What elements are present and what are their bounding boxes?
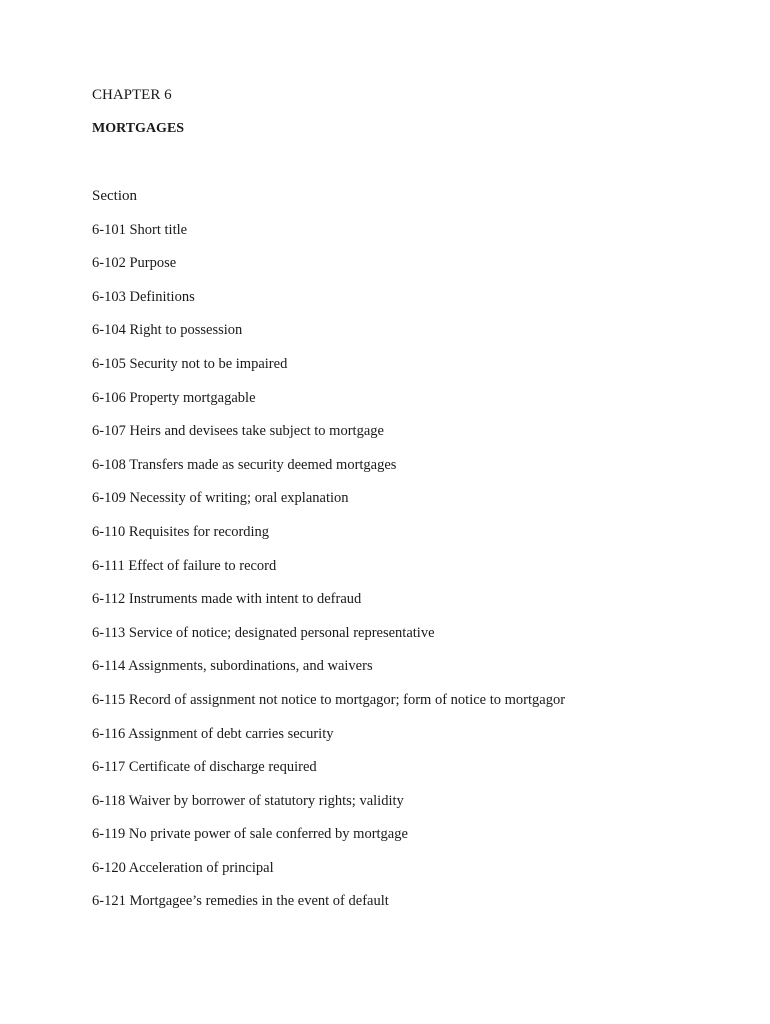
section-list-item	[92, 320, 732, 340]
section-list-item	[92, 690, 732, 710]
section-title: Service of notice; designated personal representative	[128, 624, 435, 641]
section-list-item	[92, 220, 732, 240]
section-title: Short title	[129, 221, 188, 238]
section-title: Right to possession	[129, 322, 243, 339]
section-list-item	[92, 522, 732, 542]
section-list-item	[92, 791, 732, 811]
section-title: Acceleration of principal	[128, 859, 274, 876]
section-list	[92, 220, 732, 912]
section-number: 6-117	[92, 759, 126, 776]
section-number: 6-118	[92, 792, 126, 809]
section-list-item	[92, 488, 732, 508]
chapter-title: MORTGAGES	[92, 121, 185, 136]
section-number: 6-115	[92, 691, 126, 708]
section-list-item	[92, 757, 732, 777]
section-number: 6-101	[92, 221, 126, 238]
section-list-item	[92, 287, 732, 307]
section-list-item	[92, 623, 732, 643]
section-number: 6-107	[92, 423, 126, 440]
section-number: 6-112	[92, 591, 126, 608]
section-list-item	[92, 455, 732, 475]
section-number: 6-102	[92, 255, 126, 272]
section-list-item	[92, 724, 732, 744]
section-title: Heirs and devisees take subject to mortgage	[129, 423, 384, 440]
section-number: 6-109	[92, 490, 126, 507]
section-heading: Section	[92, 188, 137, 204]
section-title: No private power of sale conferred by mortgage	[128, 826, 408, 843]
section-number: 6-110	[92, 523, 126, 540]
section-number: 6-111	[92, 557, 125, 574]
section-list-item	[92, 824, 732, 844]
section-title: Purpose	[129, 255, 177, 272]
section-number: 6-120	[92, 859, 126, 876]
section-title: Security not to be impaired	[129, 355, 288, 372]
section-list-item	[92, 656, 732, 676]
section-title: Transfers made as security deemed mortgages	[129, 456, 397, 473]
section-number: 6-103	[92, 288, 126, 305]
section-list-item	[92, 858, 732, 878]
section-list-item	[92, 556, 732, 576]
section-number: 6-105	[92, 355, 126, 372]
section-title: Definitions	[129, 288, 195, 305]
section-title: Record of assignment not notice to mortgagor; form of notice to mortgagor	[128, 691, 566, 708]
section-title: Waiver by borrower of statutory rights; validity	[128, 792, 404, 809]
section-number: 6-104	[92, 322, 126, 339]
section-list-item	[92, 388, 732, 408]
section-title: Requisites for recording	[128, 523, 270, 540]
section-number: 6-106	[92, 389, 126, 406]
section-title: Instruments made with intent to defraud	[128, 591, 362, 608]
section-number: 6-121	[92, 893, 126, 910]
section-list-item	[92, 589, 732, 609]
section-number: 6-113	[92, 624, 126, 641]
section-title: Mortgagee’s remedies in the event of default	[129, 893, 389, 910]
section-number: 6-119	[92, 826, 126, 843]
section-title: Necessity of writing; oral explanation	[129, 490, 349, 507]
section-number: 6-108	[92, 456, 126, 473]
section-list-item	[92, 253, 732, 273]
section-title: Certificate of discharge required	[128, 759, 317, 776]
section-title: Assignment of debt carries security	[128, 725, 334, 742]
section-number: 6-116	[92, 725, 126, 742]
section-list-item	[92, 891, 732, 911]
chapter-number: CHAPTER 6	[92, 87, 172, 103]
page-content	[92, 85, 732, 911]
section-title: Property mortgagable	[129, 389, 256, 406]
section-list-item	[92, 354, 732, 374]
section-number: 6-114	[92, 658, 126, 675]
section-title: Assignments, subordinations, and waivers	[128, 658, 373, 675]
section-list-item	[92, 421, 732, 441]
section-title: Effect of failure to record	[128, 557, 277, 574]
